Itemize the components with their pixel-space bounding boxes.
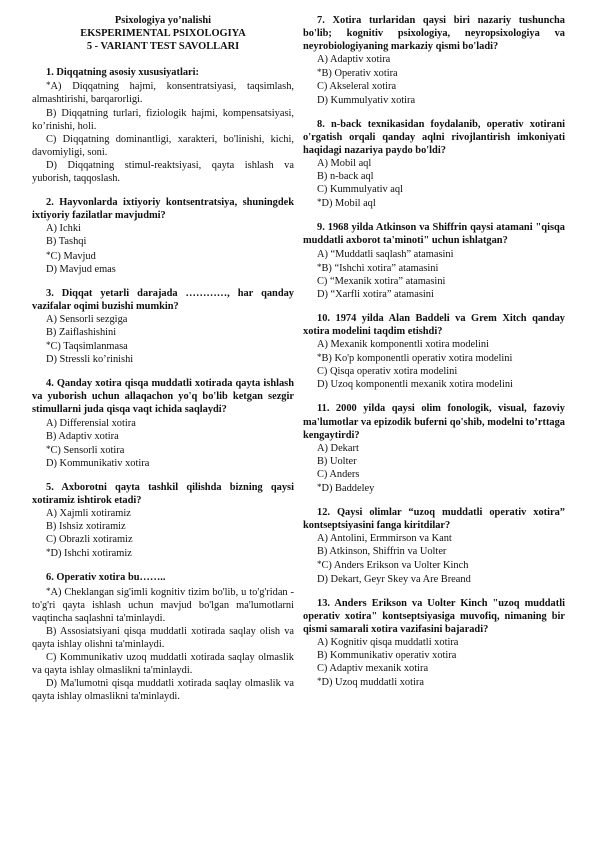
correct-answer-marker: *	[46, 80, 51, 91]
option-text: B) Ko'p komponentli operativ xotira modelini	[321, 353, 513, 365]
question-10	[303, 312, 565, 392]
answer-option-d	[303, 288, 565, 301]
correct-answer-marker: *	[46, 585, 51, 596]
option-text: A) Adaptiv xotira	[317, 54, 391, 66]
option-text: D) Diqqatning stimul-reaktsiyasi, qayta ishlash va yuborish, taqqoslash.	[32, 159, 294, 185]
question-text: 9. 1968 yilda Atkinson va Shiffrin qaysi atamani "qisqa muddatli axborot ta'minoti" uchun ishlatgan?	[303, 222, 565, 247]
option-text: B) Diqqatning turlari, fiziologik hajmi, kompensatsiyasi, ko’rinishi, holi.	[32, 107, 294, 132]
option-text: D) “Xarfli xotira” atamasini	[317, 288, 434, 300]
question-2	[32, 196, 294, 276]
answer-option-b-correct	[303, 351, 565, 365]
question-text: 2. Hayvonlarda ixtiyoriy kontsentratsiya, shuningdek ixtiyoriy fazilatlar mavjudmi?	[32, 197, 294, 222]
answer-option-d-correct	[303, 481, 565, 495]
correct-answer-marker: *	[317, 261, 322, 272]
option-text: B) Atkinson, Shiffrin va Uolter	[317, 546, 447, 558]
correct-answer-marker: *	[46, 249, 51, 260]
option-text: C) Sensorli xotira	[50, 444, 125, 456]
option-text: C) Kummulyativ aql	[317, 184, 404, 196]
question-text: 11. 2000 yilda qaysi olim fonologik, visual, fazoviy ma'lumotlar va epizodik buferni qo'shib, modelni to’rttaga kengaytirdi?	[303, 403, 565, 441]
question-text: 13. Anders Erikson va Uolter Kinch "uzoq muddatli operativ xotira" kontseptsiyasiga muvofiq, nimaning bir qismi samarali xotira vazifasini bajaradi?	[303, 597, 565, 635]
option-text: A) Diqqatning hajmi, konsentratsiyasi, taqsimlash, almashtirishi, barqarorligi.	[32, 81, 294, 106]
answer-option-a	[303, 338, 565, 351]
option-text: C) Diqqatning dominantligi, xarakteri, bo'linishi, kichi, davomiyligi, soni.	[32, 133, 294, 158]
correct-answer-marker: *	[46, 443, 51, 454]
option-text: C) Obrazli xotiramiz	[46, 534, 133, 546]
option-text: A) Mexanik komponentli xotira modelini	[317, 339, 489, 351]
option-text: B) “Ishchi xotira” atamasini	[321, 262, 439, 274]
option-text: B) Uolter	[317, 455, 357, 467]
question-7	[303, 14, 565, 107]
question-8	[303, 118, 565, 211]
option-text: D) Baddeley	[321, 483, 375, 494]
option-text: D) Kummulyativ xotira	[317, 94, 416, 106]
answer-option-b	[32, 107, 294, 133]
question-text: 12. Qaysi olimlar “uzoq muddatli operativ xotira” kontseptsiyasini fanga kiritdilar?	[303, 507, 565, 532]
answer-option-c	[303, 183, 565, 196]
option-text: A) “Muddatli saqlash” atamasini	[317, 248, 454, 260]
option-text: D) Ishchi xotiramiz	[50, 548, 132, 560]
option-text: A) Xajmli xotiramiz	[46, 508, 131, 520]
answer-option-a	[303, 248, 565, 261]
answer-option-d	[32, 457, 294, 470]
option-text: A) Kognitiv qisqa muddatli xotira	[317, 636, 459, 648]
correct-answer-marker: *	[317, 67, 322, 78]
answer-option-b	[32, 625, 294, 651]
answer-option-d-correct	[303, 675, 565, 689]
option-text: D) Ma'lumotni qisqa muddatli xotirada saqlay olmaslik va qayta ishlay olmaslikni ta'minlaydi.	[32, 678, 294, 703]
question-3	[32, 287, 294, 367]
answer-option-c	[32, 651, 294, 677]
answer-option-a-correct	[32, 585, 294, 625]
question-9	[303, 221, 565, 301]
answer-option-a	[32, 313, 294, 326]
answer-option-b	[32, 520, 294, 533]
answer-option-a	[303, 636, 565, 649]
answer-option-d	[303, 378, 565, 391]
option-text: D) Uzoq komponentli mexanik xotira modelini	[317, 379, 513, 391]
answer-option-b	[303, 649, 565, 662]
answer-option-a	[303, 157, 565, 170]
option-text: B) n-back aql	[317, 171, 374, 183]
answer-option-a	[303, 532, 565, 545]
correct-answer-marker: *	[46, 547, 51, 558]
answer-option-a	[32, 222, 294, 235]
answer-option-b-correct	[303, 66, 565, 80]
answer-option-b	[32, 430, 294, 443]
document-header	[32, 14, 294, 53]
question-text: 5. Axborotni qayta tashkil qilishda bizning qaysi xotiramiz ishtirok etadi?	[32, 481, 294, 506]
option-text: B) Kommunikativ operativ xotira	[317, 650, 457, 662]
question-text: 3. Diqqat yetarli darajada …………, har qanday vazifalar oqimi buzishi mumkin?	[32, 287, 294, 312]
answer-option-a-correct	[32, 79, 294, 106]
correct-answer-marker: *	[46, 340, 51, 351]
answer-option-c	[32, 533, 294, 546]
correct-answer-marker: *	[317, 197, 322, 208]
option-text: A) Mobil aql	[317, 157, 372, 169]
answer-option-d-correct	[32, 546, 294, 560]
option-text: A) Antolini, Ermmirson va Kant	[317, 533, 452, 545]
answer-option-b	[303, 170, 565, 183]
option-text: C) “Mexanik xotira” atamasini	[317, 275, 446, 287]
answer-option-c-correct	[303, 558, 565, 572]
answer-option-c	[303, 80, 565, 93]
option-text: A) Cheklangan sig'imli kognitiv tizim bo'lib, u to'g'ridan - to'g'ri qayta ishlash uchun mavjud bo'lgan ma'lumotlarni vaqtincha saqlashni ta'minlaydi.	[32, 586, 294, 624]
option-text: C) Kommunikativ uzoq muddatli xotirada saqlay olmaslik va qayta ishlay olmaslikni ta'minlaydi.	[32, 652, 294, 677]
option-text: D) Dekart, Geyr Skey va Are Breand	[317, 573, 471, 585]
answer-option-a	[32, 507, 294, 520]
option-text: A) Differensial xotira	[46, 417, 136, 429]
option-text: A) Sensorli sezgiga	[46, 313, 128, 325]
question-text: 4. Qanday xotira qisqa muddatli xotirada qayta ishlash va yuborish uchun allaqachon yo'q bo'lib ketgan sezgir stimullarni juda qisqa vaqt ichida saqlaydi?	[32, 378, 294, 416]
answer-option-c-correct	[32, 339, 294, 353]
answer-option-a	[303, 53, 565, 66]
correct-answer-marker: *	[317, 482, 322, 492]
left-column	[32, 14, 294, 714]
answer-option-d	[32, 677, 294, 703]
option-text: B) Adaptiv xotira	[46, 430, 119, 442]
answer-option-a	[32, 417, 294, 430]
question-6	[32, 571, 294, 703]
answer-option-d	[32, 263, 294, 276]
answer-option-b	[303, 455, 565, 468]
question-text: 1. Diqqatning asosiy xususiyatlari:	[46, 67, 200, 79]
question-text: 6. Operativ xotira bu……..	[46, 572, 166, 584]
option-text: D) Mavjud emas	[46, 263, 116, 275]
answer-option-c	[303, 468, 565, 481]
answer-option-c	[303, 662, 565, 675]
subject-title: EKSPERIMENTAL PSIXOLOGIYA	[80, 28, 246, 40]
question-text: 8. n-back texnikasidan foydalanib, operativ xotirani o'rgatish orqali qanday aqlni rivojlantirish imkoniyati haqidagi nazariya paydo bo'ldi?	[303, 118, 565, 156]
option-text: C) Mavjud	[50, 250, 96, 262]
option-text: D) Kommunikativ xotira	[46, 457, 150, 469]
answer-option-b	[303, 545, 565, 558]
option-text: B) Ishsiz xotiramiz	[46, 521, 126, 533]
option-text: B) Tashqi	[46, 236, 87, 248]
answer-option-d	[32, 353, 294, 366]
answer-option-d	[303, 573, 565, 586]
variant-title: 5 - VARIANT TEST SAVOLLARI	[86, 41, 240, 53]
option-text: D) Uzoq muddatli xotira	[321, 677, 424, 689]
question-text: 10. 1974 yilda Alan Baddeli va Grem Xitch qanday xotira modelini taqdim etishdi?	[303, 312, 565, 337]
answer-option-b	[32, 235, 294, 248]
option-text: C) Adaptiv mexanik xotira	[317, 663, 429, 675]
option-text: B) Assosiatsiyani qisqa muddatli xotirada saqlay olish va qayta ishlay olishni ta'minlaydi.	[32, 625, 294, 650]
answer-option-a	[303, 442, 565, 455]
question-text: 7. Xotira turlaridan qaysi biri nazariy tushuncha bo'lib; kognitiv psixologiya, neyropsixologiya va neyrobiologiyaning markaziy qismi bo'ladi?	[303, 15, 565, 53]
answer-option-d	[32, 159, 294, 185]
option-text: C) Anders Erikson va Uolter Kinch	[321, 560, 469, 572]
option-text: A) Ichki	[46, 223, 81, 235]
option-text: C) Akseleral xotira	[317, 81, 397, 93]
question-5	[32, 481, 294, 561]
answer-option-c-correct	[32, 249, 294, 263]
answer-option-b-correct	[303, 261, 565, 275]
option-text: D) Mobil aql	[321, 198, 376, 210]
option-text: C) Anders	[317, 468, 360, 480]
correct-answer-marker: *	[317, 559, 322, 570]
answer-option-c	[303, 365, 565, 378]
answer-option-b	[32, 326, 294, 339]
answer-option-d-correct	[303, 196, 565, 210]
option-text: C) Qisqa operativ xotira modelini	[317, 366, 458, 378]
correct-answer-marker: *	[317, 352, 322, 363]
option-text: C) Taqsimlanmasa	[50, 341, 128, 353]
option-text: B) Operativ xotira	[321, 68, 398, 80]
question-1	[32, 66, 294, 185]
right-column	[303, 14, 565, 700]
specialty-title: Psixologiya yo’nalishi	[114, 15, 212, 26]
answer-option-d	[303, 94, 565, 107]
correct-answer-marker: *	[317, 676, 322, 687]
option-text: B) Zaiflashishini	[46, 326, 117, 338]
answer-option-c-correct	[32, 443, 294, 457]
question-4	[32, 377, 294, 470]
answer-option-c	[32, 133, 294, 159]
answer-option-c	[303, 275, 565, 288]
question-13	[303, 597, 565, 690]
question-11	[303, 402, 565, 495]
option-text: A) Dekart	[317, 442, 359, 454]
question-12	[303, 506, 565, 586]
option-text: D) Stressli ko’rinishi	[46, 354, 134, 366]
